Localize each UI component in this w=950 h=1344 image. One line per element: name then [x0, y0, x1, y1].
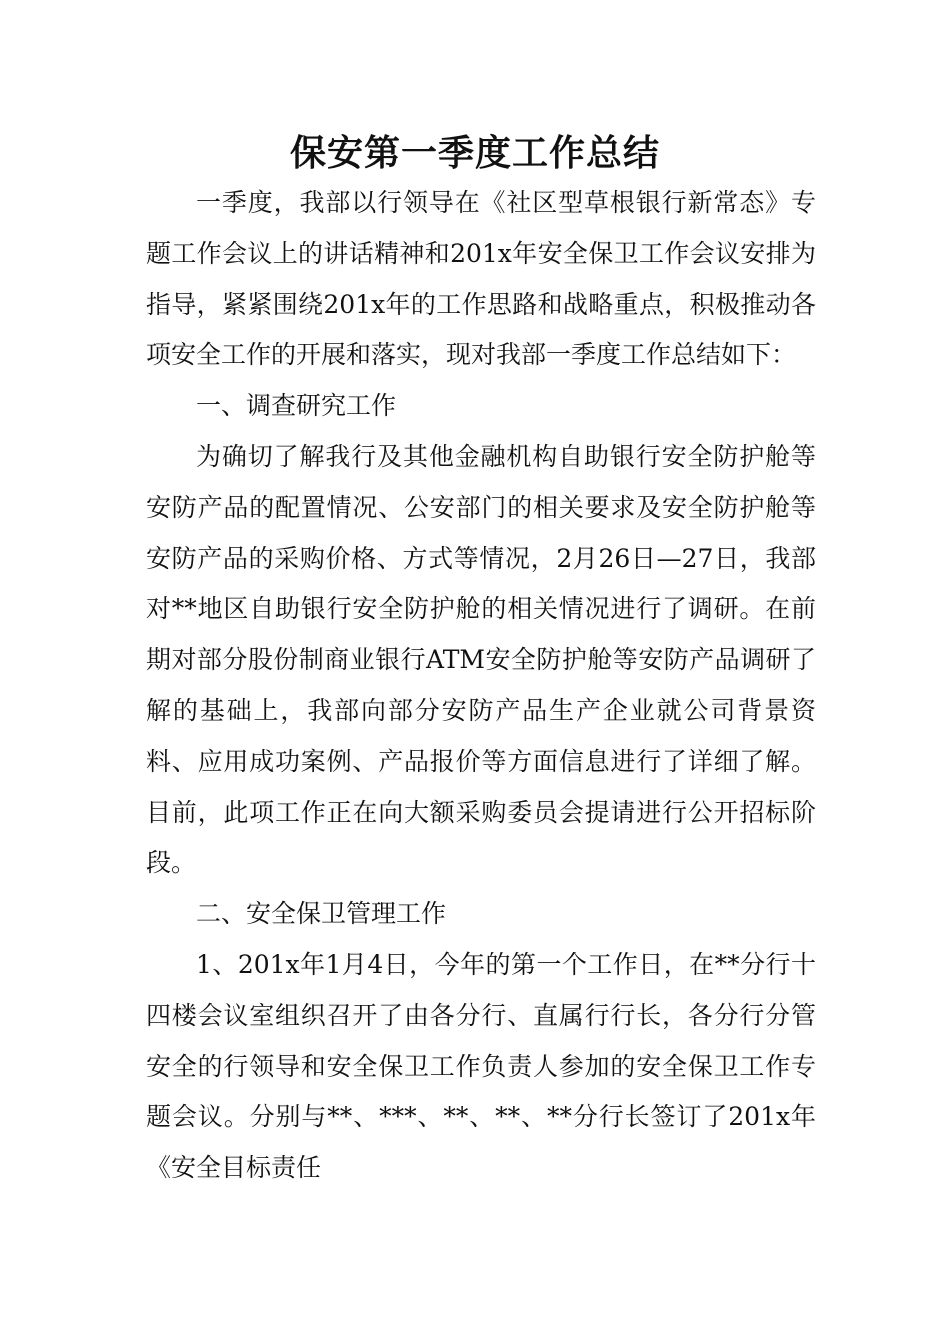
research-paragraph: 为确切了解我行及其他金融机构自助银行安全防护舱等安防产品的配置情况、公安部门的相关要求及安全防护舱等安防产品的采购价格、方式等情况，2月26日—27日，我部对**地区自助银行安全防护舱的相关情况进行了调研。在前期对部分股份制商业银行ATM安全防护舱等安防产品调研了解的基础上，我部向部分安防产品生产企业就公司背景资料、应用成功案例、产品报价等方面信息进行了详细了解。目前，此项工作正在向大额采购委员会提请进行公开招标阶段。	[146, 441, 816, 878]
document-body	[146, 178, 816, 1194]
section-heading-security-management: 二、安全保卫管理工作	[196, 899, 447, 929]
section-heading-research: 一、调查研究工作	[196, 391, 397, 421]
intro-paragraph: 一季度，我部以行领导在《社区型草根银行新常态》专题工作会议上的讲话精神和201x年安全保卫工作会议安排为指导，紧紧围绕201x年的工作思路和战略重点，积极推动各项安全工作的开展和落实，现对我部一季度工作总结如下：	[146, 188, 816, 370]
security-item-1-paragraph: 1、201x年1月4日，今年的第一个工作日，在**分行十四楼会议室组织召开了由各分行、直属行行长，各分行分管安全的行领导和安全保卫工作负责人参加的安全保卫工作专题会议。分别与**、***、**、**、**分行长签订了201x年《安全目标责任	[146, 949, 816, 1183]
document-title: 保安第一季度工作总结	[289, 132, 660, 174]
